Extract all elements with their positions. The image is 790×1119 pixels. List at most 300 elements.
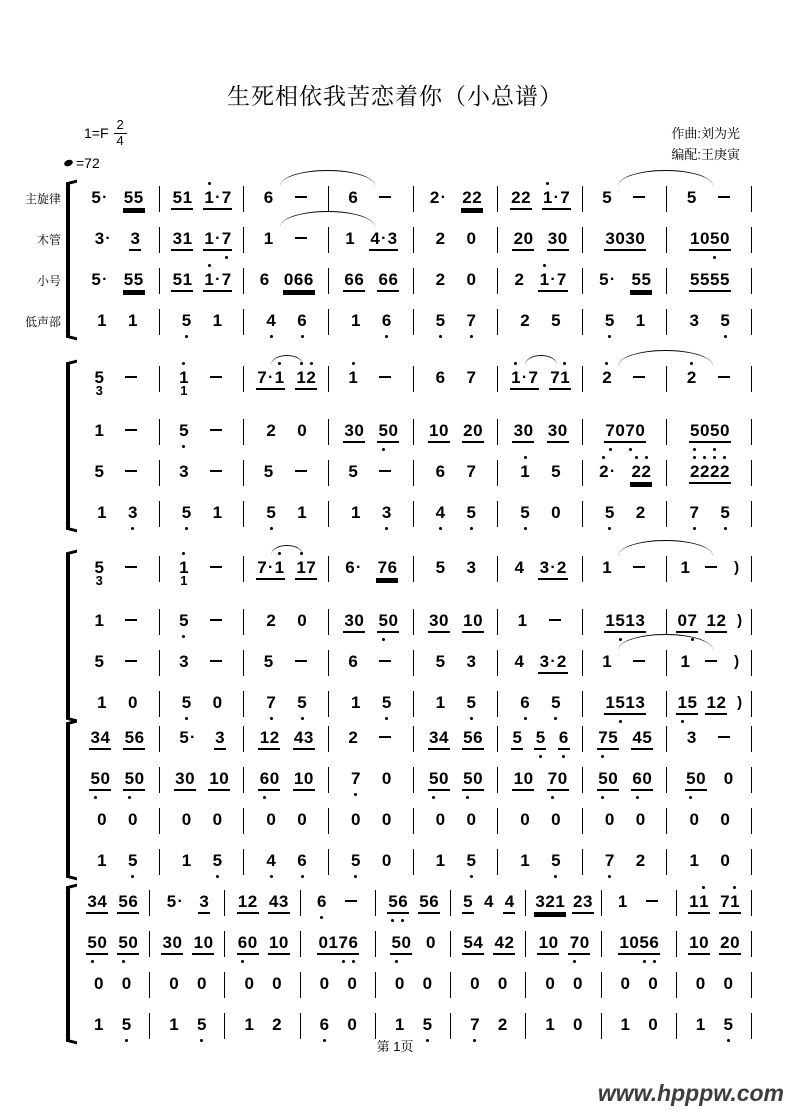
dash bbox=[210, 566, 222, 568]
octave-dot-high bbox=[300, 552, 303, 555]
measure bbox=[150, 882, 225, 923]
note: 5 bbox=[615, 693, 625, 712]
score-row bbox=[75, 642, 752, 683]
note: 1 bbox=[212, 310, 223, 330]
measure bbox=[667, 219, 752, 260]
note-group bbox=[203, 188, 232, 210]
note: 2 bbox=[573, 891, 583, 911]
note: 1 bbox=[97, 850, 107, 870]
note-group bbox=[93, 462, 105, 484]
note-group bbox=[318, 1015, 330, 1037]
note-group bbox=[428, 728, 450, 750]
note: 3 bbox=[382, 503, 392, 522]
note: 1 bbox=[689, 891, 699, 911]
note: 3 bbox=[94, 228, 105, 248]
part-labels bbox=[10, 358, 66, 534]
measure bbox=[225, 923, 300, 964]
note: 6 bbox=[354, 269, 364, 289]
note: 5 bbox=[615, 611, 625, 630]
measure bbox=[329, 260, 414, 301]
note-group bbox=[343, 270, 365, 292]
note-group bbox=[203, 270, 232, 292]
octave-dot-low bbox=[301, 335, 304, 338]
note-group bbox=[550, 810, 562, 832]
note: 0 bbox=[466, 269, 476, 289]
dash bbox=[125, 376, 137, 378]
note: 7 bbox=[257, 557, 267, 577]
system-rows bbox=[75, 178, 752, 342]
octave-dot-high bbox=[702, 886, 705, 889]
note: 4 bbox=[435, 503, 445, 522]
octave-dot-low bbox=[470, 875, 473, 878]
measure bbox=[329, 219, 414, 260]
measure bbox=[498, 178, 583, 219]
tie-arc bbox=[271, 545, 303, 555]
measure bbox=[160, 841, 245, 882]
note: 1 bbox=[94, 610, 104, 630]
note-group bbox=[341, 900, 361, 905]
note-group bbox=[604, 693, 646, 715]
octave-dot-low bbox=[609, 448, 612, 451]
dash bbox=[633, 376, 645, 378]
note: 0 bbox=[203, 932, 214, 952]
note-group bbox=[258, 270, 270, 292]
note-group bbox=[534, 892, 566, 914]
dash bbox=[210, 376, 222, 378]
octave-dot-low bbox=[608, 335, 611, 338]
note-group bbox=[237, 892, 259, 914]
measure bbox=[244, 759, 329, 800]
measure bbox=[677, 882, 752, 923]
note: 5 bbox=[212, 851, 222, 870]
note: 0 bbox=[615, 420, 625, 440]
note: 1 bbox=[605, 610, 615, 630]
note: 2 bbox=[599, 462, 609, 481]
note: 1 bbox=[463, 610, 473, 630]
dash bbox=[210, 429, 222, 431]
note-group bbox=[381, 311, 393, 333]
note: 5 bbox=[382, 693, 392, 712]
measure bbox=[498, 718, 583, 759]
note-group bbox=[93, 557, 105, 588]
note-group bbox=[178, 421, 190, 443]
octave-dot-low bbox=[629, 448, 632, 451]
score-system bbox=[10, 718, 752, 882]
note: 7 bbox=[625, 421, 635, 440]
note-group bbox=[265, 810, 277, 832]
note-group bbox=[181, 693, 193, 715]
note-group bbox=[510, 368, 539, 390]
part-labels bbox=[10, 718, 66, 882]
octave-dot-low bbox=[225, 256, 228, 259]
note-group bbox=[731, 653, 740, 673]
note: 1 bbox=[625, 610, 635, 630]
note-group bbox=[731, 559, 740, 579]
score-row bbox=[75, 452, 752, 493]
note: 0 bbox=[297, 420, 307, 440]
note-group bbox=[181, 851, 193, 873]
measure bbox=[667, 548, 752, 589]
note: 4 bbox=[266, 851, 276, 870]
note-group bbox=[90, 188, 109, 210]
dash bbox=[210, 660, 222, 662]
note: 0 bbox=[523, 768, 534, 788]
note: 1 bbox=[204, 188, 214, 207]
note-group bbox=[705, 693, 727, 715]
augmentation-dot: · bbox=[215, 229, 221, 247]
note-group bbox=[262, 652, 274, 674]
measure bbox=[329, 452, 414, 493]
note: 5 bbox=[128, 851, 138, 870]
octave-dot-low bbox=[713, 256, 716, 259]
note: 7 bbox=[550, 367, 560, 387]
note-group bbox=[262, 229, 274, 251]
note-group bbox=[647, 1015, 659, 1037]
chord-note: 3 bbox=[95, 572, 103, 588]
measure bbox=[414, 841, 499, 882]
note: 1 1 bbox=[179, 558, 189, 577]
note: 0 bbox=[615, 228, 625, 248]
note: 0 bbox=[557, 768, 568, 788]
note-group bbox=[719, 851, 731, 873]
octave-dot-high bbox=[310, 362, 313, 365]
note: 6 bbox=[303, 269, 314, 289]
octave-dot-low bbox=[554, 875, 557, 878]
octave-dot-low bbox=[385, 335, 388, 338]
note-group bbox=[206, 376, 226, 381]
measure bbox=[75, 642, 160, 683]
note: 6 bbox=[398, 892, 408, 911]
note: 1 bbox=[351, 502, 361, 522]
note: 2 bbox=[272, 1014, 282, 1034]
note-group bbox=[206, 660, 226, 665]
note-group bbox=[296, 810, 308, 832]
system-bracket bbox=[66, 183, 70, 337]
note-group bbox=[719, 810, 731, 832]
system-bracket bbox=[66, 723, 70, 877]
measure bbox=[498, 642, 583, 683]
note-group bbox=[714, 736, 734, 741]
note-group bbox=[544, 1015, 556, 1037]
note: 0 bbox=[100, 768, 110, 788]
octave-dot-high bbox=[182, 362, 185, 365]
note-group bbox=[123, 270, 145, 292]
note: 1 bbox=[97, 310, 107, 330]
measure bbox=[75, 358, 160, 399]
measure bbox=[583, 178, 668, 219]
note-group bbox=[601, 188, 613, 210]
parenthesis: ) bbox=[734, 558, 740, 576]
octave-dot-low bbox=[216, 875, 219, 878]
measure bbox=[526, 923, 601, 964]
dash bbox=[718, 196, 730, 198]
note: 1 bbox=[699, 892, 709, 911]
note-group bbox=[701, 566, 721, 571]
measure bbox=[498, 841, 583, 882]
note-group bbox=[265, 693, 277, 715]
note-group bbox=[434, 368, 446, 390]
note: 0 bbox=[438, 610, 449, 630]
augmentation-dot: · bbox=[609, 270, 616, 288]
measure bbox=[414, 493, 499, 534]
note-group bbox=[434, 311, 446, 333]
part-labels bbox=[10, 178, 66, 342]
note: 5 bbox=[639, 933, 649, 952]
note-group bbox=[208, 769, 230, 791]
octave-dot-high bbox=[278, 552, 281, 555]
note: 5 bbox=[172, 187, 183, 207]
note: 0 bbox=[730, 932, 740, 952]
note: 6 bbox=[297, 851, 307, 870]
note: 0 bbox=[121, 973, 132, 993]
note-group bbox=[346, 1015, 358, 1037]
note: 3 bbox=[605, 228, 615, 248]
note: 1 bbox=[625, 692, 635, 712]
system-rows bbox=[75, 548, 752, 724]
octave-dot-low bbox=[352, 960, 355, 963]
note: 0 bbox=[272, 973, 282, 993]
note: 0 bbox=[557, 420, 568, 440]
note: 0 bbox=[473, 768, 483, 788]
note-group bbox=[117, 933, 139, 955]
note: 5 bbox=[133, 187, 144, 207]
note: 3 bbox=[635, 692, 645, 712]
measure bbox=[329, 841, 414, 882]
note: 3 bbox=[179, 651, 189, 671]
octave-dot-high bbox=[278, 362, 281, 365]
note: 1 bbox=[394, 1014, 405, 1034]
note-group bbox=[722, 974, 734, 996]
note: 1 bbox=[237, 891, 248, 911]
note: 2 bbox=[247, 891, 258, 911]
note-group bbox=[513, 270, 525, 292]
note-group bbox=[550, 503, 562, 525]
note: 0 bbox=[677, 610, 688, 630]
note-group bbox=[375, 196, 395, 201]
note: 3 bbox=[303, 727, 314, 747]
note-group bbox=[206, 470, 226, 475]
note: 1 bbox=[706, 610, 716, 630]
note: 4 bbox=[473, 932, 483, 952]
watermark: www.hpppw.com bbox=[597, 1080, 784, 1106]
note: 4 bbox=[97, 891, 107, 911]
note: 0 bbox=[696, 768, 706, 788]
note-group bbox=[572, 1015, 584, 1037]
note: 7 bbox=[598, 728, 608, 747]
note: 1 bbox=[680, 651, 691, 671]
dash bbox=[549, 619, 561, 621]
note: 5 bbox=[512, 727, 523, 747]
augmentation-dot: · bbox=[102, 188, 108, 206]
note: 7 bbox=[556, 269, 567, 289]
octave-dot-low bbox=[122, 960, 125, 963]
measure bbox=[329, 759, 414, 800]
note-group bbox=[688, 892, 710, 914]
octave-dot-low bbox=[608, 527, 611, 530]
measure bbox=[376, 882, 451, 923]
measure bbox=[244, 260, 329, 301]
note: 1 bbox=[94, 420, 104, 440]
measure bbox=[526, 882, 601, 923]
note-group bbox=[519, 810, 531, 832]
note-group bbox=[123, 728, 145, 750]
dash bbox=[125, 566, 137, 568]
note: 0 bbox=[723, 768, 734, 788]
note-group bbox=[318, 974, 330, 996]
note: 0 bbox=[523, 420, 534, 440]
score-row bbox=[75, 800, 752, 841]
note-group bbox=[93, 229, 112, 251]
note-group bbox=[291, 196, 311, 201]
note: 0 bbox=[642, 768, 652, 788]
octave-dot-high bbox=[605, 362, 608, 365]
note: 7 bbox=[266, 693, 276, 712]
note: 6 bbox=[387, 557, 398, 577]
augmentation-dot: · bbox=[190, 728, 196, 746]
measure bbox=[160, 219, 245, 260]
note: 2 bbox=[513, 228, 524, 248]
note-group bbox=[390, 933, 412, 955]
measure bbox=[329, 301, 414, 342]
part-labels bbox=[10, 548, 66, 724]
note-group bbox=[550, 693, 562, 715]
note-group bbox=[121, 429, 141, 434]
note: 0 bbox=[557, 228, 568, 248]
note: 1 bbox=[182, 269, 193, 289]
measure bbox=[244, 841, 329, 882]
note-group bbox=[604, 503, 616, 525]
note: 6 bbox=[378, 269, 389, 289]
note: 0 bbox=[318, 932, 328, 952]
octave-dot-low bbox=[551, 796, 554, 799]
note-group bbox=[296, 693, 308, 715]
note: 3 bbox=[686, 727, 697, 747]
note-group bbox=[688, 851, 700, 873]
note-group bbox=[685, 769, 707, 791]
measure bbox=[75, 882, 150, 923]
note: 2 bbox=[514, 269, 524, 289]
note-group bbox=[93, 611, 105, 633]
note-group bbox=[343, 421, 365, 443]
note: 5 bbox=[599, 269, 609, 289]
note: 5 bbox=[263, 651, 274, 671]
note-group bbox=[547, 769, 569, 791]
note: 5 bbox=[172, 269, 183, 289]
dash bbox=[633, 196, 645, 198]
dash bbox=[379, 376, 391, 378]
note: 7 bbox=[351, 769, 361, 788]
note: 2 bbox=[520, 310, 530, 330]
note: 0 bbox=[219, 768, 229, 788]
note: 0 bbox=[520, 809, 530, 829]
octave-dot-low bbox=[342, 960, 345, 963]
note: 1 bbox=[517, 610, 528, 630]
note: 2 bbox=[435, 228, 446, 248]
note: 2 bbox=[511, 187, 521, 207]
note-group bbox=[537, 933, 559, 955]
chord-note: 3 bbox=[95, 382, 103, 398]
note-group bbox=[538, 652, 567, 674]
note: 0 bbox=[381, 768, 392, 788]
note: 7 bbox=[466, 461, 476, 481]
note-group bbox=[617, 892, 629, 914]
note: 4 bbox=[494, 932, 504, 952]
measure bbox=[329, 548, 414, 589]
note: 0 bbox=[523, 228, 534, 248]
meter-fraction bbox=[114, 118, 127, 149]
note-group bbox=[293, 769, 315, 791]
measure bbox=[160, 411, 245, 452]
measure bbox=[244, 178, 329, 219]
note-group bbox=[635, 851, 647, 873]
note: 0 bbox=[648, 1014, 658, 1034]
note: 1 bbox=[560, 368, 570, 387]
measure bbox=[414, 452, 499, 493]
note-group bbox=[513, 652, 525, 674]
score-system bbox=[10, 178, 752, 342]
octave-dot-high bbox=[693, 456, 696, 459]
note: 0 bbox=[347, 1014, 357, 1034]
note-group bbox=[211, 810, 223, 832]
note-group bbox=[534, 728, 546, 750]
note: 6 bbox=[128, 891, 138, 911]
octave-dot-low bbox=[131, 875, 134, 878]
measure bbox=[498, 260, 583, 301]
note-group bbox=[350, 311, 362, 333]
note: 6 bbox=[319, 1015, 329, 1034]
note-group bbox=[346, 974, 358, 996]
measure bbox=[677, 964, 752, 1005]
note: 7 bbox=[605, 851, 615, 870]
measure bbox=[667, 601, 752, 642]
note: 4 bbox=[293, 727, 304, 747]
octave-dot-low bbox=[241, 960, 244, 963]
note: 6 bbox=[293, 269, 304, 289]
augmentation-dot: · bbox=[550, 558, 556, 576]
measure bbox=[667, 718, 752, 759]
note-group bbox=[265, 421, 277, 443]
tempo-value: =72 bbox=[76, 155, 100, 171]
note-group bbox=[381, 851, 393, 873]
measure bbox=[244, 642, 329, 683]
note: 0 bbox=[466, 228, 476, 248]
system-rows bbox=[75, 358, 752, 534]
note: 0 bbox=[608, 768, 618, 788]
measure bbox=[414, 642, 499, 683]
note-group bbox=[719, 311, 731, 333]
note: 6 bbox=[632, 769, 642, 788]
note-group bbox=[604, 229, 646, 251]
note-group bbox=[722, 769, 734, 791]
note: 6 bbox=[649, 933, 659, 952]
measure bbox=[498, 548, 583, 589]
octave-dot-low bbox=[185, 527, 188, 530]
measure bbox=[498, 601, 583, 642]
measure bbox=[160, 548, 245, 589]
note: 3 bbox=[162, 932, 173, 952]
note: 5 bbox=[91, 269, 101, 289]
note-group bbox=[377, 270, 399, 292]
note: 0 bbox=[425, 932, 436, 952]
part-label: 主旋律 bbox=[24, 192, 61, 206]
measure bbox=[667, 178, 752, 219]
note-group bbox=[714, 196, 734, 201]
measure bbox=[667, 452, 752, 493]
note: 7 bbox=[221, 229, 231, 248]
measure bbox=[667, 260, 752, 301]
note-group bbox=[688, 503, 700, 525]
note: 0 bbox=[699, 932, 709, 952]
